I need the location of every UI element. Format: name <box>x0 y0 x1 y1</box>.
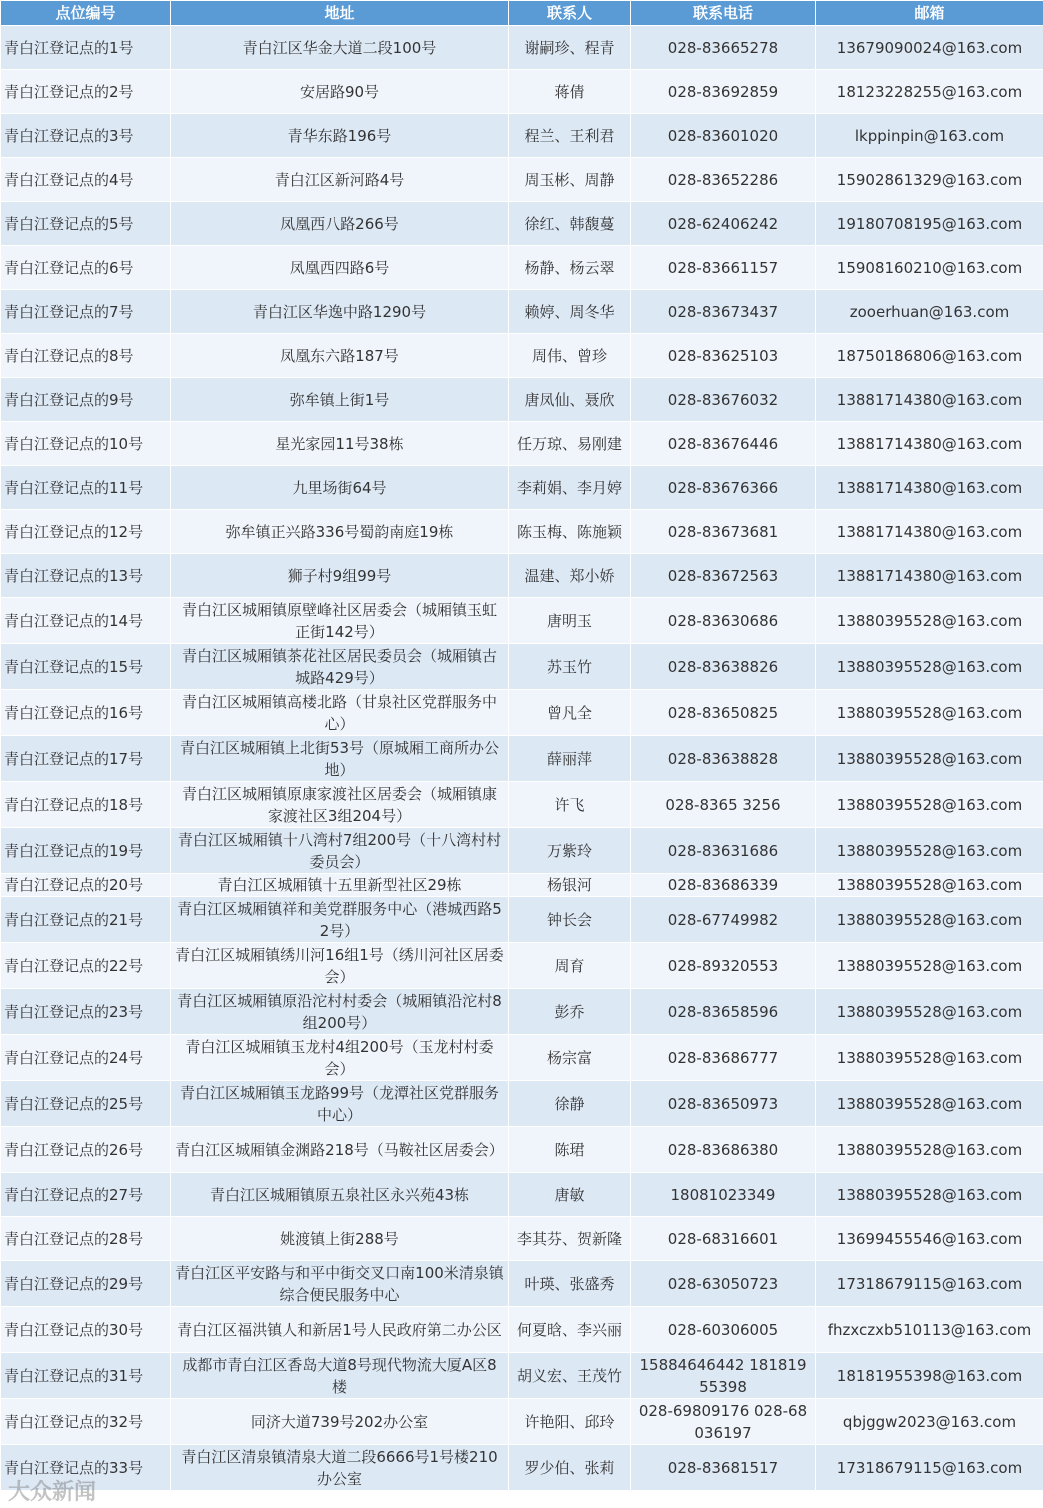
point-id-cell: 青白江登记点的5号 <box>1 202 171 246</box>
email-cell: 19180708195@163.com <box>816 202 1043 246</box>
contact-cell: 万紫玲 <box>509 828 631 874</box>
email-cell: 13880395528@163.com <box>816 736 1043 782</box>
address-cell: 青白江区清泉镇清泉大道二段6666号1号楼210办公室 <box>171 1445 509 1491</box>
phone-cell: 028-83650825 <box>631 690 816 736</box>
contact-cell: 赖婷、周冬华 <box>509 290 631 334</box>
table-row <box>1 874 1043 897</box>
point-id-cell: 青白江登记点的23号 <box>1 989 171 1035</box>
table-row <box>1 1081 1043 1127</box>
point-id-cell: 青白江登记点的28号 <box>1 1217 171 1261</box>
contact-cell: 李其芬、贺新隆 <box>509 1217 631 1261</box>
email-cell: 13880395528@163.com <box>816 1081 1043 1127</box>
phone-cell: 028-83638826 <box>631 644 816 690</box>
address-cell: 青白江区城厢镇金渊路218号（马鞍社区居委会） <box>171 1127 509 1173</box>
header-point-id: 点位编号 <box>1 1 171 26</box>
table-row <box>1 598 1043 644</box>
address-cell: 弥牟镇正兴路336号蜀韵南庭19栋 <box>171 510 509 554</box>
phone-cell: 028-83665278 <box>631 26 816 70</box>
phone-cell: 028-83676446 <box>631 422 816 466</box>
point-id-cell: 青白江登记点的21号 <box>1 897 171 943</box>
phone-cell: 028-83676366 <box>631 466 816 510</box>
address-cell: 青白江区城厢镇原沿沱村村委会（城厢镇沿沱村8组200号） <box>171 989 509 1035</box>
contact-cell: 唐敏 <box>509 1173 631 1217</box>
email-cell: 18181955398@163.com <box>816 1353 1043 1399</box>
email-cell: 13880395528@163.com <box>816 644 1043 690</box>
point-id-cell: 青白江登记点的25号 <box>1 1081 171 1127</box>
point-id-cell: 青白江登记点的10号 <box>1 422 171 466</box>
address-cell: 青白江区城厢镇祥和美党群服务中心（港城西路52号） <box>171 897 509 943</box>
email-cell: 13880395528@163.com <box>816 874 1043 897</box>
table-row <box>1 114 1043 158</box>
contact-cell: 叶瑛、张盛秀 <box>509 1261 631 1307</box>
contact-cell: 周伟、曾珍 <box>509 334 631 378</box>
point-id-cell: 青白江登记点的18号 <box>1 782 171 828</box>
address-cell: 青白江区城厢镇绣川河16组1号（绣川河社区居委会） <box>171 943 509 989</box>
address-cell: 青白江区城厢镇十五里新型社区29栋 <box>171 874 509 897</box>
address-cell: 弥牟镇上街1号 <box>171 378 509 422</box>
email-cell: 13881714380@163.com <box>816 510 1043 554</box>
phone-cell: 028-83672563 <box>631 554 816 598</box>
email-cell: 18750186806@163.com <box>816 334 1043 378</box>
address-cell: 凤凰西四路6号 <box>171 246 509 290</box>
contact-cell: 杨静、杨云翠 <box>509 246 631 290</box>
address-cell: 青白江区新河路4号 <box>171 158 509 202</box>
table-row <box>1 690 1043 736</box>
address-cell: 青白江区城厢镇原五泉社区永兴苑43栋 <box>171 1173 509 1217</box>
contact-cell: 曾凡全 <box>509 690 631 736</box>
contact-cell: 唐凤仙、聂欣 <box>509 378 631 422</box>
point-id-cell: 青白江登记点的7号 <box>1 290 171 334</box>
table-row <box>1 246 1043 290</box>
email-cell: 13880395528@163.com <box>816 989 1043 1035</box>
email-cell: 18123228255@163.com <box>816 70 1043 114</box>
contact-cell: 胡义宏、王茂竹 <box>509 1353 631 1399</box>
contact-cell: 何夏晗、李兴丽 <box>509 1307 631 1353</box>
contact-cell: 徐红、韩馥蔓 <box>509 202 631 246</box>
contact-cell: 陈珺 <box>509 1127 631 1173</box>
phone-cell: 028-83673437 <box>631 290 816 334</box>
phone-cell: 028-83681517 <box>631 1445 816 1491</box>
table-row <box>1 989 1043 1035</box>
point-id-cell: 青白江登记点的16号 <box>1 690 171 736</box>
contact-cell: 杨银河 <box>509 874 631 897</box>
phone-cell: 028-8365 3256 <box>631 782 816 828</box>
phone-cell: 028-83673681 <box>631 510 816 554</box>
phone-cell: 18081023349 <box>631 1173 816 1217</box>
phone-cell: 028-63050723 <box>631 1261 816 1307</box>
point-id-cell: 青白江登记点的22号 <box>1 943 171 989</box>
table-row <box>1 1261 1043 1307</box>
point-id-cell: 青白江登记点的6号 <box>1 246 171 290</box>
point-id-cell: 青白江登记点的9号 <box>1 378 171 422</box>
table-row <box>1 1127 1043 1173</box>
phone-cell: 028-62406242 <box>631 202 816 246</box>
header-phone: 联系电话 <box>631 1 816 26</box>
email-cell: 13880395528@163.com <box>816 1035 1043 1081</box>
address-cell: 狮子村9组99号 <box>171 554 509 598</box>
point-id-cell: 青白江登记点的24号 <box>1 1035 171 1081</box>
table-row <box>1 510 1043 554</box>
point-id-cell: 青白江登记点的12号 <box>1 510 171 554</box>
email-cell: 13880395528@163.com <box>816 828 1043 874</box>
address-cell: 青白江区福洪镇人和新居1号人民政府第二办公区 <box>171 1307 509 1353</box>
phone-cell: 028-83658596 <box>631 989 816 1035</box>
table-row <box>1 1399 1043 1445</box>
point-id-cell: 青白江登记点的31号 <box>1 1353 171 1399</box>
address-cell: 青白江区华金大道二段100号 <box>171 26 509 70</box>
email-cell: 13881714380@163.com <box>816 378 1043 422</box>
email-cell: zooerhuan@163.com <box>816 290 1043 334</box>
email-cell: 13880395528@163.com <box>816 690 1043 736</box>
email-cell: 15908160210@163.com <box>816 246 1043 290</box>
contact-cell: 许艳阳、邱玲 <box>509 1399 631 1445</box>
address-cell: 青白江区城厢镇十八湾村7组200号（十八湾村村委员会） <box>171 828 509 874</box>
contact-cell: 苏玉竹 <box>509 644 631 690</box>
table-row <box>1 644 1043 690</box>
address-cell: 青白江区华逸中路1290号 <box>171 290 509 334</box>
table-row <box>1 1353 1043 1399</box>
contact-cell: 任万琼、易刚建 <box>509 422 631 466</box>
email-cell: 13679090024@163.com <box>816 26 1043 70</box>
phone-cell: 028-83692859 <box>631 70 816 114</box>
contact-cell: 薛丽萍 <box>509 736 631 782</box>
email-cell: 15902861329@163.com <box>816 158 1043 202</box>
point-id-cell: 青白江登记点的19号 <box>1 828 171 874</box>
address-cell: 安居路90号 <box>171 70 509 114</box>
table-row <box>1 158 1043 202</box>
email-cell: 13880395528@163.com <box>816 598 1043 644</box>
table-row <box>1 422 1043 466</box>
table-row <box>1 1173 1043 1217</box>
email-cell: 13880395528@163.com <box>816 1127 1043 1173</box>
phone-cell: 028-83630686 <box>631 598 816 644</box>
phone-cell: 028-67749982 <box>631 897 816 943</box>
point-id-cell: 青白江登记点的26号 <box>1 1127 171 1173</box>
phone-cell: 028-68316601 <box>631 1217 816 1261</box>
contact-cell: 蒋倩 <box>509 70 631 114</box>
table-row <box>1 1035 1043 1081</box>
address-cell: 青白江区城厢镇原康家渡社区居委会（城厢镇康家渡社区3组204号） <box>171 782 509 828</box>
address-cell: 青白江区城厢镇上北街53号（原城厢工商所办公地） <box>171 736 509 782</box>
address-cell: 九里场街64号 <box>171 466 509 510</box>
contact-cell: 温建、郑小娇 <box>509 554 631 598</box>
table-row <box>1 378 1043 422</box>
table-row <box>1 782 1043 828</box>
point-id-cell: 青白江登记点的33号 <box>1 1445 171 1491</box>
point-id-cell: 青白江登记点的27号 <box>1 1173 171 1217</box>
header-contact: 联系人 <box>509 1 631 26</box>
header-email: 邮箱 <box>816 1 1043 26</box>
watermark: 大众新闻 <box>8 1480 97 1505</box>
email-cell: lkppinpin@163.com <box>816 114 1043 158</box>
point-id-cell: 青白江登记点的30号 <box>1 1307 171 1353</box>
contact-cell: 杨宗富 <box>509 1035 631 1081</box>
table-header-row <box>1 1 1043 26</box>
address-cell: 青白江区城厢镇高楼北路（甘泉社区党群服务中心） <box>171 690 509 736</box>
address-cell: 青白江区城厢镇玉龙路99号（龙潭社区党群服务中心） <box>171 1081 509 1127</box>
email-cell: 13881714380@163.com <box>816 466 1043 510</box>
address-cell: 青白江区平安路与和平中街交叉口南100米清泉镇综合便民服务中心 <box>171 1261 509 1307</box>
phone-cell: 028-83652286 <box>631 158 816 202</box>
contact-cell: 唐明玉 <box>509 598 631 644</box>
address-cell: 凤凰东六路187号 <box>171 334 509 378</box>
email-cell: 13880395528@163.com <box>816 782 1043 828</box>
contact-cell: 陈玉梅、陈施颖 <box>509 510 631 554</box>
table-row <box>1 554 1043 598</box>
phone-cell: 028-83686339 <box>631 874 816 897</box>
contact-cell: 李莉娟、李月婷 <box>509 466 631 510</box>
table-row <box>1 828 1043 874</box>
address-cell: 青白江区城厢镇茶花社区居民委员会（城厢镇古城路429号） <box>171 644 509 690</box>
contact-cell: 程兰、王利君 <box>509 114 631 158</box>
phone-cell: 028-69809176 028-68036197 <box>631 1399 816 1445</box>
contact-cell: 谢嗣珍、程青 <box>509 26 631 70</box>
point-id-cell: 青白江登记点的2号 <box>1 70 171 114</box>
table-row <box>1 26 1043 70</box>
phone-cell: 028-83650973 <box>631 1081 816 1127</box>
email-cell: qbjggw2023@163.com <box>816 1399 1043 1445</box>
point-id-cell: 青白江登记点的17号 <box>1 736 171 782</box>
phone-cell: 028-83676032 <box>631 378 816 422</box>
email-cell: 13880395528@163.com <box>816 897 1043 943</box>
phone-cell: 028-60306005 <box>631 1307 816 1353</box>
point-id-cell: 青白江登记点的14号 <box>1 598 171 644</box>
phone-cell: 028-83686380 <box>631 1127 816 1173</box>
contact-cell: 罗少伯、张莉 <box>509 1445 631 1491</box>
point-id-cell: 青白江登记点的20号 <box>1 874 171 897</box>
table-row <box>1 1307 1043 1353</box>
table-row <box>1 334 1043 378</box>
point-id-cell: 青白江登记点的1号 <box>1 26 171 70</box>
table-row <box>1 897 1043 943</box>
address-cell: 凤凰西八路266号 <box>171 202 509 246</box>
email-cell: 13699455546@163.com <box>816 1217 1043 1261</box>
address-cell: 同济大道739号202办公室 <box>171 1399 509 1445</box>
phone-cell: 028-83601020 <box>631 114 816 158</box>
address-cell: 姚渡镇上街288号 <box>171 1217 509 1261</box>
table-row <box>1 290 1043 334</box>
address-cell: 星光家园11号38栋 <box>171 422 509 466</box>
phone-cell: 028-83625103 <box>631 334 816 378</box>
address-cell: 青华东路196号 <box>171 114 509 158</box>
email-cell: 13880395528@163.com <box>816 1173 1043 1217</box>
table-row <box>1 943 1043 989</box>
point-id-cell: 青白江登记点的3号 <box>1 114 171 158</box>
point-id-cell: 青白江登记点的13号 <box>1 554 171 598</box>
table-row <box>1 466 1043 510</box>
email-cell: 13880395528@163.com <box>816 943 1043 989</box>
table-row <box>1 1445 1043 1491</box>
point-id-cell: 青白江登记点的8号 <box>1 334 171 378</box>
phone-cell: 028-83686777 <box>631 1035 816 1081</box>
contact-cell: 周育 <box>509 943 631 989</box>
phone-cell: 15884646442 18181955398 <box>631 1353 816 1399</box>
email-cell: fhzxczxb510113@163.com <box>816 1307 1043 1353</box>
contact-cell: 钟长会 <box>509 897 631 943</box>
email-cell: 17318679115@163.com <box>816 1261 1043 1307</box>
point-id-cell: 青白江登记点的29号 <box>1 1261 171 1307</box>
table-row <box>1 1217 1043 1261</box>
header-address: 地址 <box>171 1 509 26</box>
phone-cell: 028-83661157 <box>631 246 816 290</box>
address-cell: 成都市青白江区香岛大道8号现代物流大厦A区8楼 <box>171 1353 509 1399</box>
address-cell: 青白江区城厢镇原壁峰社区居委会（城厢镇玉虹正街142号） <box>171 598 509 644</box>
address-cell: 青白江区城厢镇玉龙村4组200号（玉龙村村委会） <box>171 1035 509 1081</box>
contact-cell: 彭乔 <box>509 989 631 1035</box>
point-id-cell: 青白江登记点的4号 <box>1 158 171 202</box>
table-row <box>1 202 1043 246</box>
email-cell: 13881714380@163.com <box>816 554 1043 598</box>
phone-cell: 028-83638828 <box>631 736 816 782</box>
contact-cell: 许飞 <box>509 782 631 828</box>
phone-cell: 028-83631686 <box>631 828 816 874</box>
point-id-cell: 青白江登记点的15号 <box>1 644 171 690</box>
table-row <box>1 736 1043 782</box>
contact-cell: 周玉彬、周静 <box>509 158 631 202</box>
email-cell: 13881714380@163.com <box>816 422 1043 466</box>
contact-cell: 徐静 <box>509 1081 631 1127</box>
email-cell: 17318679115@163.com <box>816 1445 1043 1491</box>
point-id-cell: 青白江登记点的32号 <box>1 1399 171 1445</box>
phone-cell: 028-89320553 <box>631 943 816 989</box>
table-row <box>1 70 1043 114</box>
point-id-cell: 青白江登记点的11号 <box>1 466 171 510</box>
